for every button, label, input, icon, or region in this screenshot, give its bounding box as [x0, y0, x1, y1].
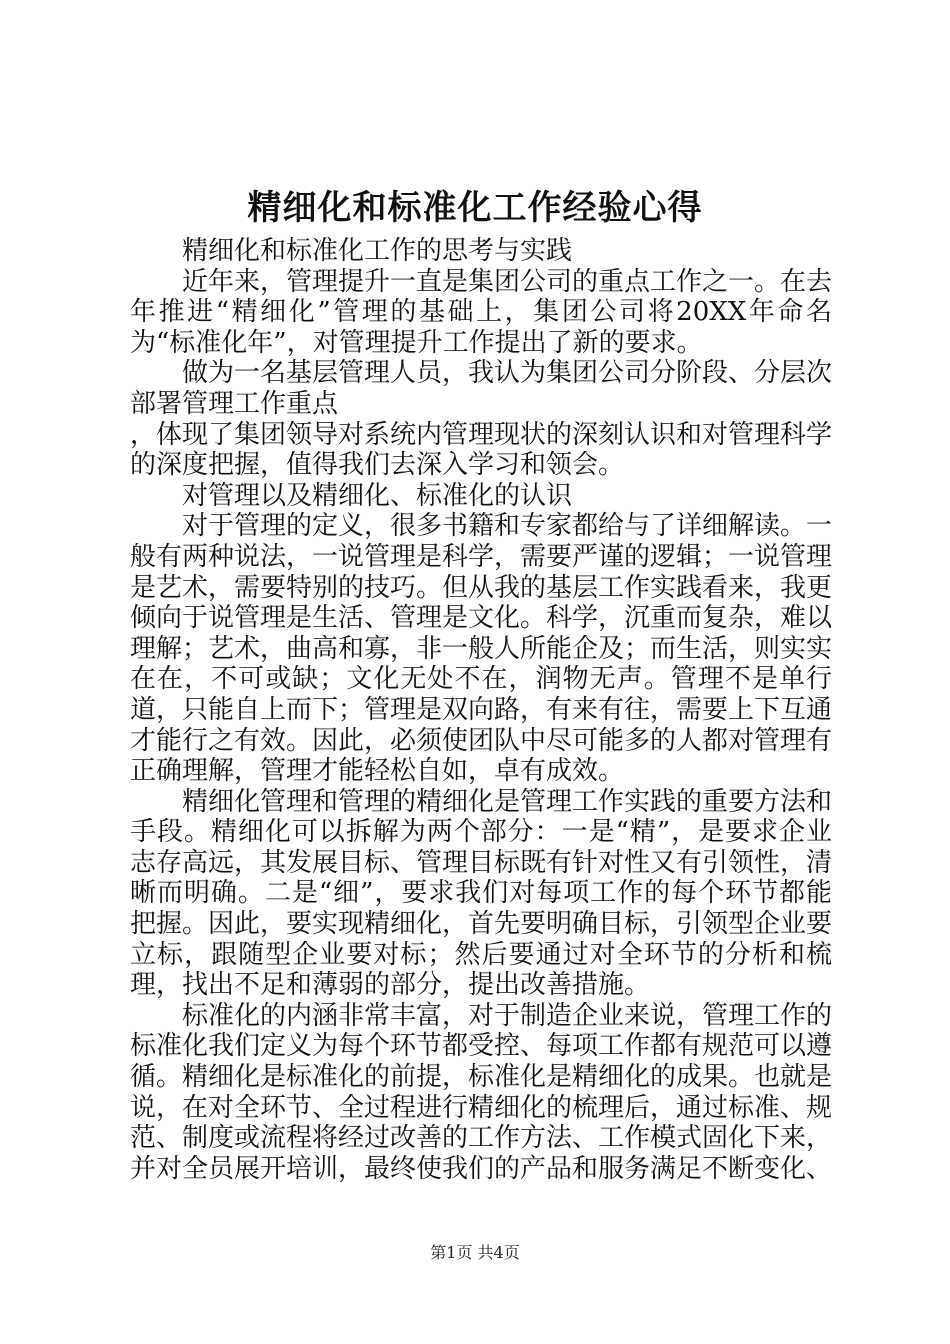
- paragraph: 对于管理的定义，很多书籍和专家都给与了详细解读。一般有两种说法，一说管理是科学，需要严谨的逻辑；一说管理是艺术，需要特别的技巧。但从我的基层工作实践看来，我更倾向于说管理是生活、管理是文化。科学，沉重而复杂，难以理解；艺术，曲高和寡，非一般人所能企及；而生活，则实实在在，不可或缺；文化无处不在，润物无声。管理不是单行道，只能自上而下；管理是双向路，有来有往，需要上下互通才能行之有效。因此，必须使团队中尽可能多的人都对管理有正确理解，管理才能轻松自如，卓有成效。: [130, 511, 833, 787]
- page-number-footer: 第1页 共4页: [430, 1243, 520, 1262]
- paragraph-subtitle: 精细化和标准化工作的思考与实践: [182, 236, 573, 266]
- paragraph: 近年来，管理提升一直是集团公司的重点工作之一。在去年推进“精细化”管理的基础上，集团公司将20XX年命名为“标准化年”，对管理提升工作提出了新的要求。: [130, 266, 833, 358]
- document-body: [130, 236, 832, 1184]
- paragraph: ，体现了集团领导对系统内管理现状的深刻认识和对管理科学的深度把握，值得我们去深入学习和领会。: [130, 419, 833, 481]
- document-title: 精细化和标准化工作经验心得: [247, 188, 703, 228]
- section-heading: 对管理以及精细化、标准化的认识: [182, 480, 573, 511]
- paragraph: 标准化的内涵非常丰富，对于制造企业来说，管理工作的标准化我们定义为每个环节都受控、每项工作都有规范可以遵循。精细化是标准化的前提，标准化是精细化的成果。也就是说，在对全环节、全过程进行精细化的梳理后，通过标准、规范、制度或流程将经过改善的工作方法、工作模式固化下来，并对全员展开培训，最终使我们的产品和服务满足不断变化、: [130, 1000, 833, 1184]
- paragraph: 精细化管理和管理的精细化是管理工作实践的重要方法和手段。精细化可以拆解为两个部分：一是“精”，是要求企业志存高远，其发展目标、管理目标既有针对性又有引领性，清晰而明确。二是“细”，要求我们对每项工作的每个环节都能把握。因此，要实现精细化，首先要明确目标，引领型企业要立标，跟随型企业要对标；然后要通过对全环节的分析和梳理，找出不足和薄弱的部分，提出改善措施。: [130, 786, 833, 1001]
- paragraph: 做为一名基层管理人员，我认为集团公司分阶段、分层次部署管理工作重点: [130, 358, 833, 419]
